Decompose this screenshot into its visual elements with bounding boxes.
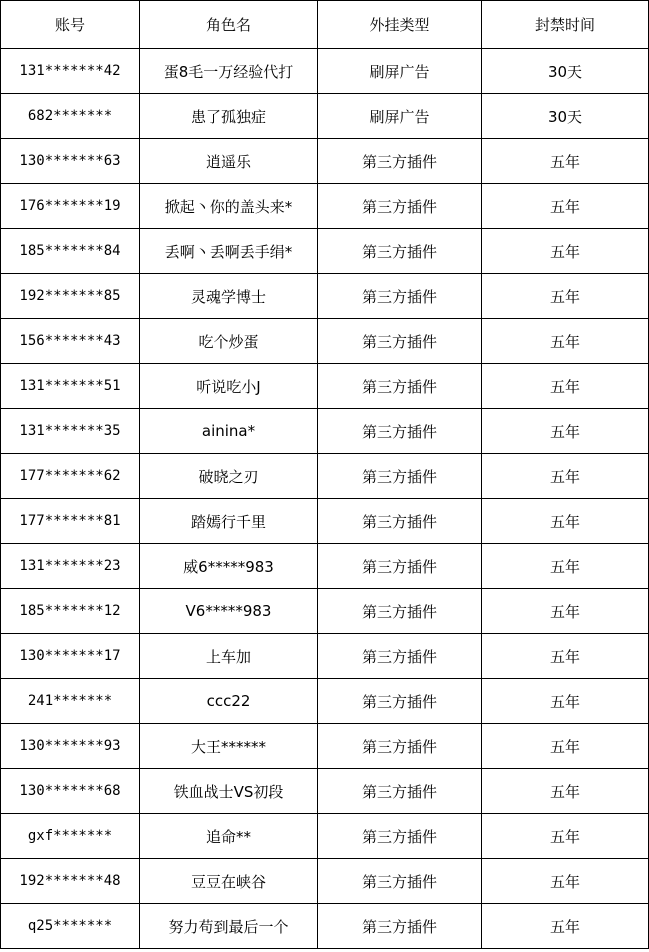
ban-duration-cell: 五年 bbox=[482, 454, 649, 499]
cheat-type-cell: 第三方插件 bbox=[318, 904, 482, 949]
cheat-type-cell: 第三方插件 bbox=[318, 139, 482, 184]
account-cell: 185*******12 bbox=[1, 589, 140, 634]
ban-duration-cell: 五年 bbox=[482, 364, 649, 409]
table-row bbox=[1, 409, 649, 454]
account-cell: 130*******93 bbox=[1, 724, 140, 769]
role-name-cell: 追命** bbox=[140, 814, 318, 859]
account-cell: 156*******43 bbox=[1, 319, 140, 364]
ban-duration-cell: 五年 bbox=[482, 184, 649, 229]
role-name-cell: 逍遥乐 bbox=[140, 139, 318, 184]
table-row bbox=[1, 319, 649, 364]
ban-duration-cell: 五年 bbox=[482, 724, 649, 769]
cheat-type-cell: 第三方插件 bbox=[318, 544, 482, 589]
cheat-type-cell: 第三方插件 bbox=[318, 499, 482, 544]
table-row bbox=[1, 634, 649, 679]
cheat-type-cell: 第三方插件 bbox=[318, 229, 482, 274]
account-cell: 176*******19 bbox=[1, 184, 140, 229]
cheat-type-cell: 第三方插件 bbox=[318, 679, 482, 724]
ban-duration-cell: 五年 bbox=[482, 904, 649, 949]
cheat-type-cell: 第三方插件 bbox=[318, 589, 482, 634]
role-name-cell: 威6*****983 bbox=[140, 544, 318, 589]
cheat-type-cell: 第三方插件 bbox=[318, 724, 482, 769]
account-cell: gxf******* bbox=[1, 814, 140, 859]
header-role-name: 角色名 bbox=[140, 1, 318, 49]
table-row bbox=[1, 589, 649, 634]
table-body bbox=[1, 49, 649, 949]
cheat-type-cell: 第三方插件 bbox=[318, 364, 482, 409]
ban-duration-cell: 五年 bbox=[482, 409, 649, 454]
table-row bbox=[1, 724, 649, 769]
role-name-cell: 听说吃小J bbox=[140, 364, 318, 409]
cheat-type-cell: 第三方插件 bbox=[318, 184, 482, 229]
cheat-type-cell: 第三方插件 bbox=[318, 274, 482, 319]
ban-duration-cell: 30天 bbox=[482, 94, 649, 139]
cheat-type-cell: 第三方插件 bbox=[318, 859, 482, 904]
account-cell: 241******* bbox=[1, 679, 140, 724]
role-name-cell: 吃个炒蛋 bbox=[140, 319, 318, 364]
table-header bbox=[1, 1, 649, 49]
ban-duration-cell: 五年 bbox=[482, 769, 649, 814]
role-name-cell: 努力苟到最后一个 bbox=[140, 904, 318, 949]
table-row bbox=[1, 184, 649, 229]
account-cell: 130*******68 bbox=[1, 769, 140, 814]
table-row bbox=[1, 859, 649, 904]
ban-duration-cell: 五年 bbox=[482, 274, 649, 319]
account-cell: 131*******23 bbox=[1, 544, 140, 589]
table-row bbox=[1, 139, 649, 184]
ban-duration-cell: 五年 bbox=[482, 679, 649, 724]
role-name-cell: 豆豆在峡谷 bbox=[140, 859, 318, 904]
role-name-cell: 灵魂学博士 bbox=[140, 274, 318, 319]
cheat-type-cell: 第三方插件 bbox=[318, 454, 482, 499]
role-name-cell: 蛋8毛一万经验代打 bbox=[140, 49, 318, 94]
cheat-type-cell: 第三方插件 bbox=[318, 409, 482, 454]
table-row bbox=[1, 454, 649, 499]
role-name-cell: 踏嫣行千里 bbox=[140, 499, 318, 544]
header-account: 账号 bbox=[1, 1, 140, 49]
header-ban-duration: 封禁时间 bbox=[482, 1, 649, 49]
role-name-cell: 大王****** bbox=[140, 724, 318, 769]
account-cell: 177*******62 bbox=[1, 454, 140, 499]
ban-duration-cell: 五年 bbox=[482, 859, 649, 904]
table-row bbox=[1, 904, 649, 949]
cheat-type-cell: 刷屏广告 bbox=[318, 94, 482, 139]
ban-duration-cell: 五年 bbox=[482, 544, 649, 589]
role-name-cell: 掀起丶你的盖头来* bbox=[140, 184, 318, 229]
role-name-cell: V6*****983 bbox=[140, 589, 318, 634]
cheat-type-cell: 第三方插件 bbox=[318, 319, 482, 364]
account-cell: 130*******63 bbox=[1, 139, 140, 184]
table-row bbox=[1, 679, 649, 724]
ban-duration-cell: 五年 bbox=[482, 634, 649, 679]
table-row bbox=[1, 229, 649, 274]
table-row bbox=[1, 814, 649, 859]
account-cell: 177*******81 bbox=[1, 499, 140, 544]
cheat-type-cell: 第三方插件 bbox=[318, 814, 482, 859]
account-cell: 131*******42 bbox=[1, 49, 140, 94]
table-row bbox=[1, 544, 649, 589]
account-cell: 682******* bbox=[1, 94, 140, 139]
ban-duration-cell: 五年 bbox=[482, 589, 649, 634]
table-row bbox=[1, 94, 649, 139]
table-row bbox=[1, 499, 649, 544]
ban-duration-cell: 五年 bbox=[482, 814, 649, 859]
role-name-cell: 丢啊丶丢啊丢手绢* bbox=[140, 229, 318, 274]
role-name-cell: ccc22 bbox=[140, 679, 318, 724]
header-row bbox=[1, 1, 649, 49]
role-name-cell: 上车加 bbox=[140, 634, 318, 679]
role-name-cell: ainina* bbox=[140, 409, 318, 454]
ban-duration-cell: 五年 bbox=[482, 229, 649, 274]
role-name-cell: 破晓之刃 bbox=[140, 454, 318, 499]
role-name-cell: 患了孤独症 bbox=[140, 94, 318, 139]
account-cell: 185*******84 bbox=[1, 229, 140, 274]
account-cell: 130*******17 bbox=[1, 634, 140, 679]
table-row bbox=[1, 364, 649, 409]
table-row bbox=[1, 274, 649, 319]
account-cell: 131*******35 bbox=[1, 409, 140, 454]
account-cell: 192*******48 bbox=[1, 859, 140, 904]
account-cell: 192*******85 bbox=[1, 274, 140, 319]
ban-duration-cell: 五年 bbox=[482, 319, 649, 364]
cheat-type-cell: 第三方插件 bbox=[318, 769, 482, 814]
table-row bbox=[1, 49, 649, 94]
ban-duration-cell: 30天 bbox=[482, 49, 649, 94]
cheat-type-cell: 刷屏广告 bbox=[318, 49, 482, 94]
ban-duration-cell: 五年 bbox=[482, 499, 649, 544]
account-cell: q25******* bbox=[1, 904, 140, 949]
table-row bbox=[1, 769, 649, 814]
cheat-type-cell: 第三方插件 bbox=[318, 634, 482, 679]
ban-duration-cell: 五年 bbox=[482, 139, 649, 184]
account-cell: 131*******51 bbox=[1, 364, 140, 409]
role-name-cell: 铁血战士VS初段 bbox=[140, 769, 318, 814]
header-cheat-type: 外挂类型 bbox=[318, 1, 482, 49]
